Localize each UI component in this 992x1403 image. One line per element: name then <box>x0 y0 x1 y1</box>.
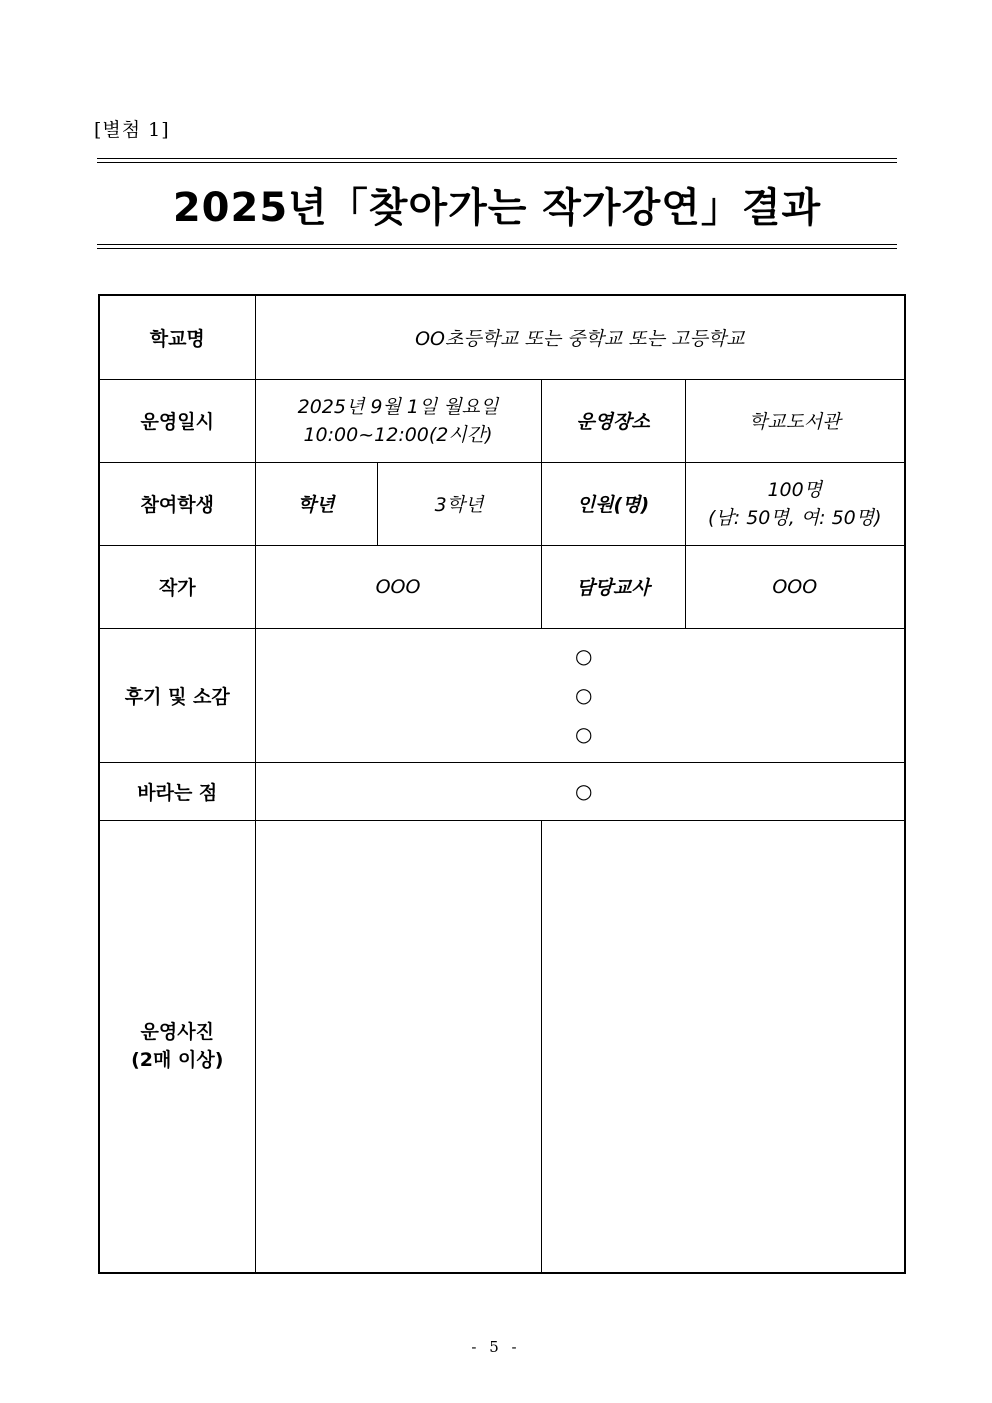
wishes-label: 바라는 점 <box>99 762 255 820</box>
review-bullet: ○ <box>575 643 593 668</box>
review-content[interactable] <box>255 628 905 762</box>
review-label: 후기 및 소감 <box>99 628 255 762</box>
row-students <box>99 462 905 545</box>
place-label: 운영장소 <box>541 379 685 462</box>
title-bottom-rule <box>97 244 897 249</box>
photo-slot-right[interactable] <box>541 820 905 1273</box>
document-title: 2025년「찾아가는 작가강연」결과 <box>172 185 822 231</box>
school-name-label: 학교명 <box>99 295 255 379</box>
review-bullet: ○ <box>575 682 593 707</box>
photos-title: 운영사진 <box>140 1021 214 1044</box>
row-review <box>99 628 905 762</box>
grade-value: 3학년 <box>377 462 541 545</box>
row-school-name <box>99 295 905 379</box>
title-top-rule <box>97 158 897 163</box>
schedule-label: 운영일시 <box>99 379 255 462</box>
attachment-label: [별첨 1] <box>94 119 170 141</box>
teacher-label: 담당교사 <box>541 545 685 628</box>
count-total: 100명 <box>767 478 823 501</box>
result-form-table <box>98 294 906 1274</box>
row-photos <box>99 820 905 1273</box>
teacher-value: OOO <box>685 545 905 628</box>
row-schedule <box>99 379 905 462</box>
row-wishes <box>99 762 905 820</box>
author-label: 작가 <box>99 545 255 628</box>
school-name-value: OO초등학교 또는 중학교 또는 고등학교 <box>255 295 905 379</box>
schedule-value <box>255 379 541 462</box>
photos-label <box>99 820 255 1273</box>
page-number: - 5 - <box>471 1338 521 1356</box>
review-bullet: ○ <box>575 721 593 746</box>
count-label: 인원(명) <box>541 462 685 545</box>
count-value <box>685 462 905 545</box>
photos-subtitle: (2매 이상) <box>131 1049 224 1072</box>
row-author <box>99 545 905 628</box>
grade-label: 학년 <box>255 462 377 545</box>
schedule-time: 10:00~12:00(2시간) <box>303 423 493 446</box>
wishes-content[interactable] <box>255 762 905 820</box>
place-value: 학교도서관 <box>685 379 905 462</box>
wishes-bullet: ○ <box>575 778 593 803</box>
count-breakdown: (남: 50명, 여: 50명) <box>707 506 882 529</box>
schedule-date: 2025년 9월 1일 월요일 <box>297 395 499 418</box>
photo-slot-left[interactable] <box>255 820 541 1273</box>
author-value: OOO <box>255 545 541 628</box>
students-label: 참여학생 <box>99 462 255 545</box>
